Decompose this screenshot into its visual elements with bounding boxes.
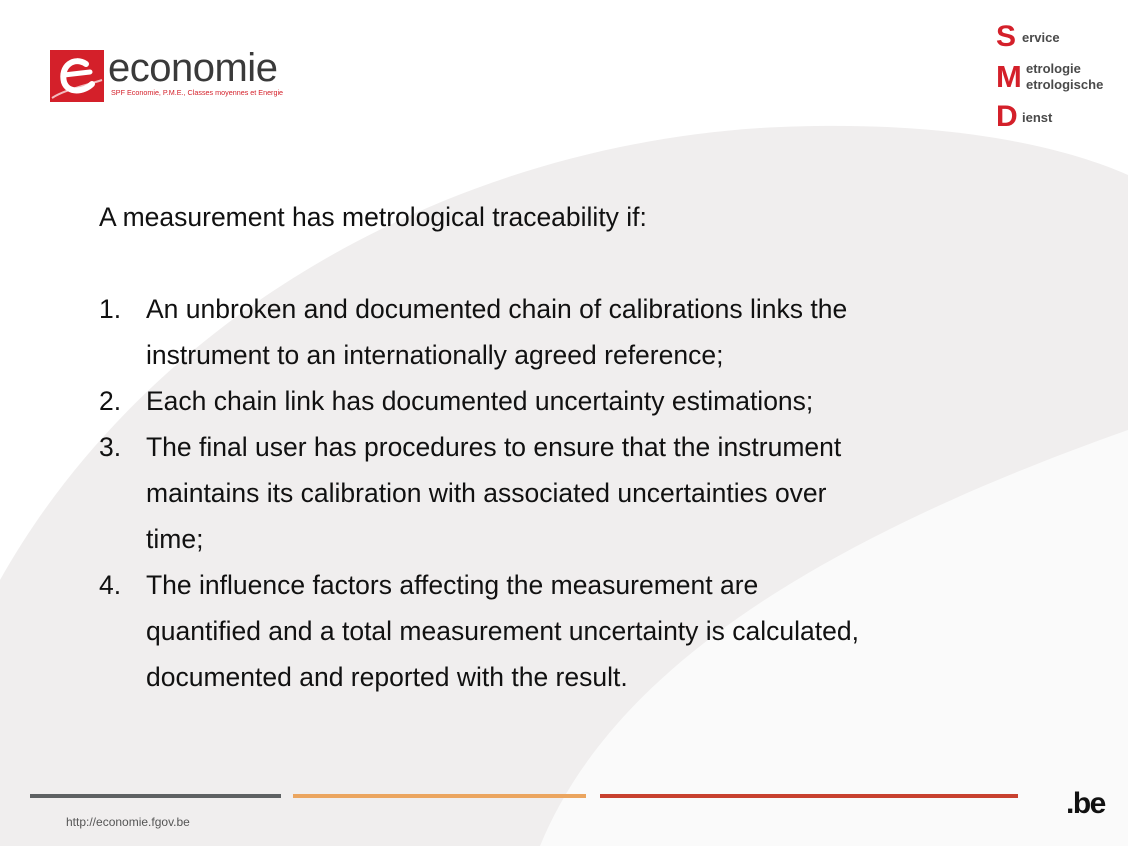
list-item (99, 424, 1059, 562)
list-number: 1. (99, 294, 122, 324)
economie-logo-subtitle: SPF Economie, P.M.E., Classes moyennes et Energie (111, 88, 284, 97)
list-line: quantified and a total measurement uncertainty is calculated, (146, 616, 859, 646)
smd-text-ervice: ervice (1022, 30, 1060, 45)
slide-content (99, 194, 1059, 700)
list-line: maintains its calibration with associated uncertainties over (146, 478, 827, 508)
economie-badge (50, 50, 104, 102)
list-line: time; (146, 524, 204, 554)
economie-logo-name: economie (108, 46, 278, 90)
smd-logo (996, 22, 1121, 132)
list-number: 2. (99, 386, 122, 416)
footer-bar-gray (30, 794, 281, 798)
list-line: documented and reported with the result. (146, 662, 628, 692)
footer-bar-red (600, 794, 1018, 798)
be-logo: .be (1066, 787, 1105, 820)
list-number: 4. (99, 570, 122, 600)
smd-text-etrologie: etrologie (1026, 61, 1081, 76)
list-line: The influence factors affecting the measurement are (146, 570, 759, 600)
footer-url: http://economie.fgov.be (66, 815, 190, 829)
list-line: An unbroken and documented chain of calibrations links the (146, 294, 848, 324)
smd-text-etrologische: etrologische (1026, 77, 1104, 92)
smd-text-ienst: ienst (1022, 110, 1053, 125)
footer-bar-orange (293, 794, 586, 798)
smd-letter-m: M (996, 59, 1022, 94)
intro-text: A measurement has metrological traceability if: (99, 202, 647, 232)
list-item (99, 286, 1059, 378)
list-line: Each chain link has documented uncertainty estimations; (146, 386, 814, 416)
list-line: The final user has procedures to ensure that the instrument (146, 432, 842, 462)
smd-letter-s: S (996, 20, 1017, 53)
list-line: instrument to an internationally agreed reference; (146, 340, 724, 370)
traceability-list (99, 286, 1059, 700)
list-number: 3. (99, 432, 122, 462)
economie-logo (50, 46, 320, 102)
list-item (99, 562, 1059, 700)
list-item (99, 378, 1059, 424)
smd-letter-d: D (996, 100, 1018, 133)
